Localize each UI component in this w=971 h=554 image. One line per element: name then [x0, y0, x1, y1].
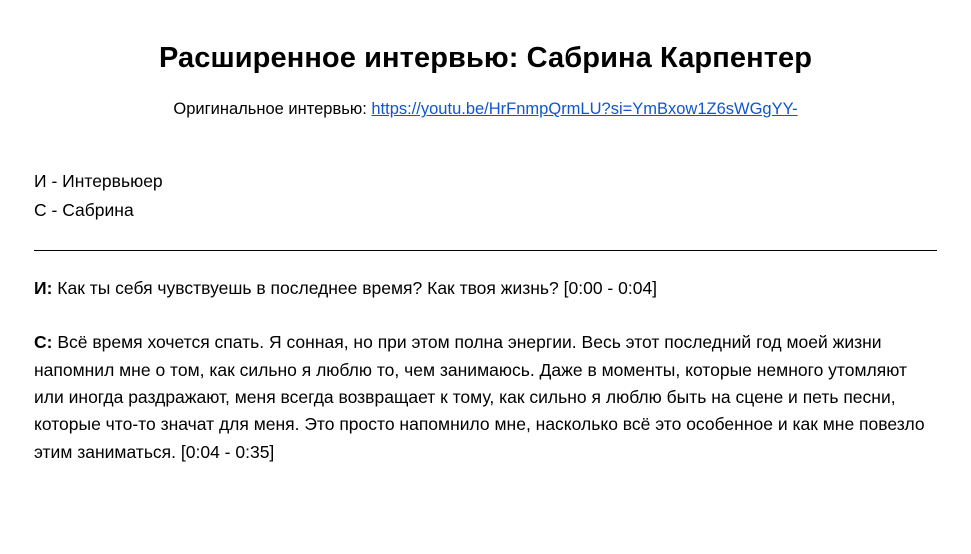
document-page	[0, 40, 971, 554]
source-label: Оригинальное интервью:	[173, 100, 372, 119]
page-title: Расширенное интервью: Сабрина Карпентер	[158, 42, 813, 74]
speaker-label-interviewer: И:	[34, 278, 53, 299]
source-line	[34, 98, 937, 121]
question-text: Как ты себя чувствуешь в последнее время? Как твоя жизнь? [0:00 - 0:04]	[52, 278, 658, 299]
horizontal-divider	[34, 250, 937, 251]
transcript-entry-question	[34, 275, 937, 302]
speaker-legend	[34, 167, 937, 224]
original-interview-link[interactable]: https://youtu.be/HrFnmpQrmLU?si=YmBxow1Z6sWGgYY-	[371, 100, 798, 119]
answer-text: Всё время хочется спать. Я сонная, но при этом полна энергии. Весь этот последний год моей жизни напомнил мне о том, как сильно я люблю то, чем занимаюсь. Даже в моменты, которые немного утомляют или иногда раздражают, меня всегда возвращает к тому, как сильно я люблю быть на сцене и петь песни, которые что-то значат для меня. Это просто напомнило мне, насколько всё это особенное и как мне повезло этим заниматься. [0:04 - 0:35]	[34, 332, 925, 462]
speaker-label-sabrina: С:	[34, 332, 53, 353]
transcript-entry-answer	[34, 329, 937, 465]
legend-item-interviewer: И - Интервьюер	[34, 171, 163, 192]
legend-item-sabrina: С - Сабрина	[34, 199, 134, 220]
